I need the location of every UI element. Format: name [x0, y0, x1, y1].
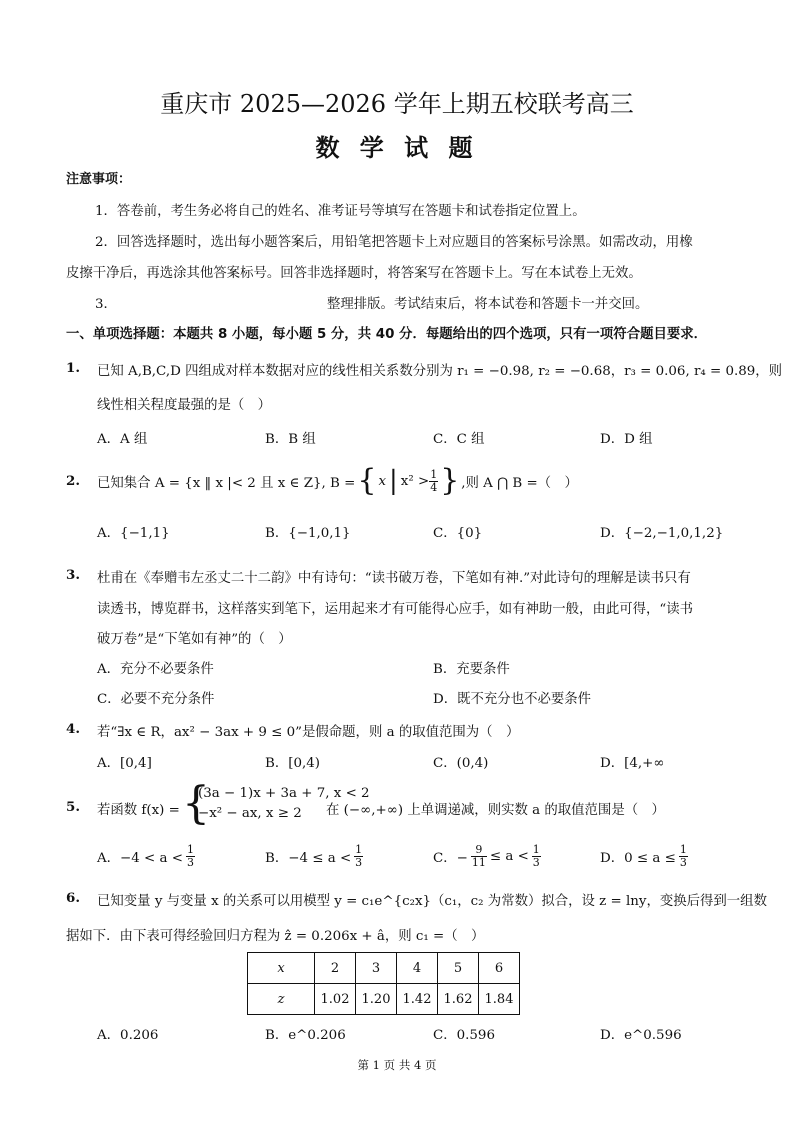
table-cell: 6 — [479, 953, 520, 984]
table-cell-x-label: x — [248, 953, 315, 984]
q5-c-frac2-den: 3 — [532, 855, 540, 869]
q3-option-b[interactable]: B．充要条件 — [433, 662, 510, 677]
q2-option-b[interactable]: B．{−1,0,1} — [265, 526, 351, 541]
q5-a-frac-num: 1 — [187, 843, 194, 856]
section-heading: 一、单项选择题：本题共 8 小题，每小题 5 分，共 40 分．每题给出的四个选项，只有一项符合题目要求． — [66, 327, 708, 342]
q6-option-d[interactable]: D．e^0.596 — [600, 1028, 682, 1043]
q5-c-frac1-den: 11 — [471, 855, 486, 869]
q5-c-frac2-num: 1 — [532, 843, 540, 856]
q6-number: 6. — [66, 890, 80, 906]
q5-option-d[interactable] — [600, 844, 688, 868]
q5-d-frac-num: 1 — [679, 843, 687, 856]
q2-option-d[interactable]: D．{−2,−1,0,1,2} — [600, 526, 724, 541]
table-cell: 5 — [438, 953, 479, 984]
q2-stem-d: ,则 A ⋂ B =（ ） — [461, 475, 578, 491]
notice-item-2b: 皮擦干净后，再选涂其他答案标号。回答非选择题时，将答案写在答题卡上。写在本试卷上无效。 — [66, 266, 642, 281]
table-cell: 1.84 — [479, 984, 520, 1015]
q6-option-c[interactable]: C．0.596 — [433, 1028, 495, 1043]
q5-option-b-text: B．−4 ≤ a < — [265, 850, 352, 866]
q1-stem-2: 线性相关程度最强的是（ ） — [97, 398, 272, 413]
q4-option-d[interactable]: D．[4,+∞ — [600, 756, 665, 771]
table-cell: 1.02 — [315, 984, 356, 1015]
q3-stem-1: 杜甫在《奉赠韦左丞丈二十二韵》中有诗句：“读书破万卷，下笔如有神.”对此诗句的理解是读书只有 — [97, 571, 691, 586]
q5-c-frac1-num: 9 — [471, 844, 487, 857]
q1-option-c[interactable]: C．C 组 — [433, 432, 485, 447]
q3-stem-2: 读透书，博览群书，这样落实到笔下，运用起来才有可能得心应手，如有神助一般，由此可得，“读书 — [97, 602, 694, 617]
q5-b-frac-num: 1 — [355, 843, 363, 856]
q4-option-a[interactable]: A．[0,4] — [97, 756, 152, 771]
table-row-z — [248, 984, 520, 1015]
q5-stem-a: 若函数 f(x) = — [97, 803, 180, 818]
table-cell: 1.42 — [397, 984, 438, 1015]
q5-option-a-text: A．−4 < a < — [97, 850, 183, 866]
page-footer: 第 1 页 共 4 页 — [357, 1058, 437, 1072]
q4-option-b[interactable]: B．[0,4) — [265, 756, 320, 771]
table-cell: 3 — [356, 953, 397, 984]
q5-option-b[interactable] — [265, 844, 363, 868]
q5-option-b-frac — [354, 844, 363, 868]
q2-stem-b: x — [378, 473, 387, 489]
notice-item-3-num: 3． — [95, 297, 117, 312]
q1-number: 1. — [66, 360, 80, 376]
q3-stem-3: 破万卷”是“下笔如有神”的（ ） — [97, 632, 292, 647]
q2-number: 2. — [66, 473, 80, 489]
q5-option-c-frac2 — [532, 844, 541, 868]
q5-option-d-frac — [679, 844, 688, 868]
q6-option-b[interactable]: B．e^0.206 — [265, 1028, 346, 1043]
q2-frac-den: 4 — [430, 480, 438, 494]
q5-option-c-text: C．− — [433, 850, 468, 866]
q6-stem-1: 已知变量 y 与变量 x 的关系可以用模型 y = c₁e^{c₂x}（c₁，c₂ 为常数）拟合，设 z = lny，变换后得到一组数 — [97, 894, 767, 909]
q2-frac-num: 1 — [430, 467, 438, 481]
q3-number: 3. — [66, 567, 80, 583]
q1-option-d[interactable]: D．D 组 — [600, 432, 653, 447]
q5-option-a-frac — [186, 844, 195, 868]
q5-case-brace: { — [182, 778, 210, 829]
q3-option-a[interactable]: A．充分不必要条件 — [97, 662, 214, 677]
q5-d-frac-den: 3 — [679, 855, 687, 869]
q5-case-1: (3a − 1)x + 3a + 7, x < 2 — [198, 786, 370, 801]
notice-heading: 注意事项： — [66, 172, 132, 187]
q2-stem-a: 已知集合 A = {x ‖ x |< 2 且 x ∈ Z}, B = — [97, 475, 356, 491]
q4-number: 4. — [66, 721, 80, 737]
q5-a-frac-den: 3 — [187, 855, 194, 869]
q2-brace-right: } — [440, 463, 460, 498]
q4-option-c[interactable]: C．(0,4) — [433, 756, 489, 771]
q5-option-a[interactable] — [97, 844, 195, 868]
q3-option-c[interactable]: C．必要不充分条件 — [97, 692, 215, 707]
q6-data-table — [247, 952, 520, 1015]
table-cell: 4 — [397, 953, 438, 984]
table-cell: 1.20 — [356, 984, 397, 1015]
q5-b-frac-den: 3 — [355, 855, 363, 869]
table-cell: 1.62 — [438, 984, 479, 1015]
notice-item-3-text: 整理排版。考试结束后，将本试卷和答题卡一并交回。 — [327, 297, 649, 312]
table-cell: 2 — [315, 953, 356, 984]
q5-number: 5. — [66, 799, 80, 815]
q5-option-c[interactable] — [433, 844, 541, 868]
q2-option-a[interactable]: A．{−1,1} — [97, 526, 170, 541]
q1-stem-1: 已知 A,B,C,D 四组成对样本数据对应的线性相关系数分别为 r₁ = −0.98, r₂ = −0.68，r₃ = 0.06, r₄ = 0.89，则 — [97, 364, 783, 379]
q5-option-c-text2: ≤ a < — [489, 848, 529, 864]
q6-option-a[interactable]: A．0.206 — [97, 1028, 159, 1043]
q5-case-2: −x² − ax, x ≥ 2 — [198, 806, 302, 821]
q1-option-b[interactable]: B．B 组 — [265, 432, 316, 447]
notice-item-2a: 2．回答选择题时，选出每小题答案后，用铅笔把答题卡上对应题目的答案标号涂黑。如需改动，用橡 — [95, 235, 693, 250]
q3-option-d[interactable]: D．既不充分也不必要条件 — [433, 692, 592, 707]
q2-divider: | — [389, 466, 398, 496]
q2-stem — [97, 463, 578, 498]
q5-option-d-text: D．0 ≤ a ≤ — [600, 850, 676, 866]
table-cell-z-label: z — [248, 984, 315, 1015]
subject-title: 数 学 试 题 — [315, 133, 479, 162]
notice-item-1: 1．答卷前，考生务必将自己的姓名、准考证号等填写在答题卡和试卷指定位置上。 — [95, 204, 586, 219]
q5-stem-b: 在 (−∞,+∞) 上单调递减，则实数 a 的取值范围是（ ） — [326, 803, 665, 818]
q1-option-a[interactable]: A．A 组 — [97, 432, 148, 447]
table-row-x — [248, 953, 520, 984]
q6-stem-2: 据如下．由下表可得经验回归方程为 ẑ = 0.206x + â，则 c₁ =（ ） — [66, 929, 485, 944]
q2-option-c[interactable]: C．{0} — [433, 526, 483, 541]
q4-stem: 若“∃x ∈ R，ax² − 3ax + 9 ≤ 0”是假命题，则 a 的取值范围为（ ） — [97, 725, 520, 740]
q5-option-c-frac1 — [471, 844, 487, 868]
q2-brace-left: { — [357, 463, 377, 498]
exam-title: 重庆市 2025—2026 学年上期五校联考高三 — [160, 90, 634, 118]
q2-fraction — [429, 469, 438, 493]
q2-stem-c: x² > — [400, 473, 430, 489]
